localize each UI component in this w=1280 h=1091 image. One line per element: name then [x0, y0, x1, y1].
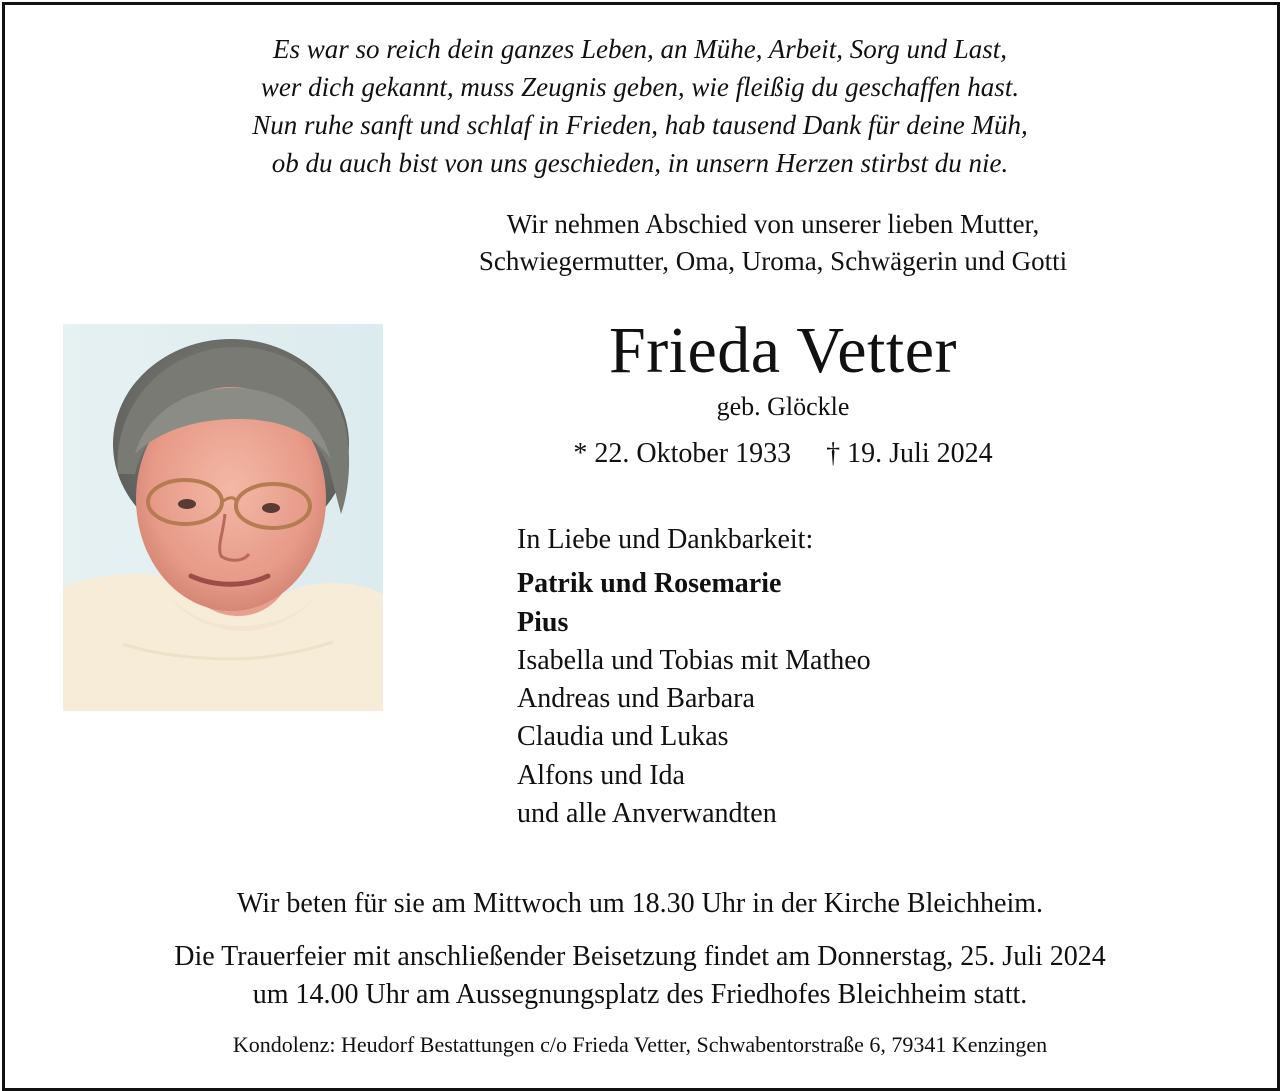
mourner-primary: Patrik und Rosemarie	[517, 568, 782, 600]
mourner-entry: Andreas und Barbara	[517, 683, 755, 715]
condolence-address: Kondolenz: Heudorf Bestattungen c/o Frieda Vetter, Schwabentorstraße 6, 79341 Kenzingen	[232, 1032, 1048, 1057]
mourners-intro: In Liebe und Dankbarkeit:	[517, 524, 814, 555]
poem-line: Es war so reich dein ganzes Leben, an Mühe, Arbeit, Sorg und Last,	[273, 34, 1007, 64]
mourner-entry: und alle Anverwandten	[517, 798, 777, 830]
poem-line: wer dich gekannt, muss Zeugnis geben, wie fleißig du geschaffen hast.	[260, 72, 1020, 102]
funeral-line: um 14.00 Uhr am Aussegnungsplatz des Friedhofes Bleichheim statt.	[252, 979, 1028, 1010]
birth-date: * 22. Oktober 1933	[573, 438, 792, 469]
portrait-photo	[63, 324, 383, 711]
funeral-line: Die Trauerfeier mit anschließender Beisetzung findet am Donnerstag, 25. Juli 2024	[174, 941, 1106, 972]
farewell-line: Schwiegermutter, Oma, Uroma, Schwägerin und Gotti	[478, 246, 1068, 276]
poem-line: Nun ruhe sanft und schlaf in Frieden, hab tausend Dank für deine Müh,	[252, 110, 1028, 140]
poem-line: ob du auch bist von uns geschieden, in unsern Herzen stirbst du nie.	[271, 148, 1009, 178]
death-date: † 19. Juli 2024	[826, 438, 993, 469]
life-dates	[383, 436, 1183, 472]
mourner-entry: Claudia und Lukas	[517, 721, 729, 753]
farewell-line: Wir nehmen Abschied von unserer lieben Mutter,	[506, 209, 1040, 239]
mourner-entry: Isabella und Tobias mit Matheo	[517, 644, 871, 676]
mourner-primary: Pius	[517, 606, 569, 638]
farewell-text	[373, 206, 1173, 280]
birth-name: geb. Glöckle	[716, 392, 850, 421]
memorial-poem	[0, 30, 1280, 182]
mourner-entry: Alfons und Ida	[517, 759, 685, 791]
funeral-notice	[0, 938, 1280, 1014]
deceased-name: Frieda Vetter	[608, 314, 957, 387]
prayer-notice: Wir beten für sie am Mittwoch um 18.30 Uhr in der Kirche Bleichheim.	[237, 888, 1043, 919]
mourners-list	[517, 521, 1137, 833]
